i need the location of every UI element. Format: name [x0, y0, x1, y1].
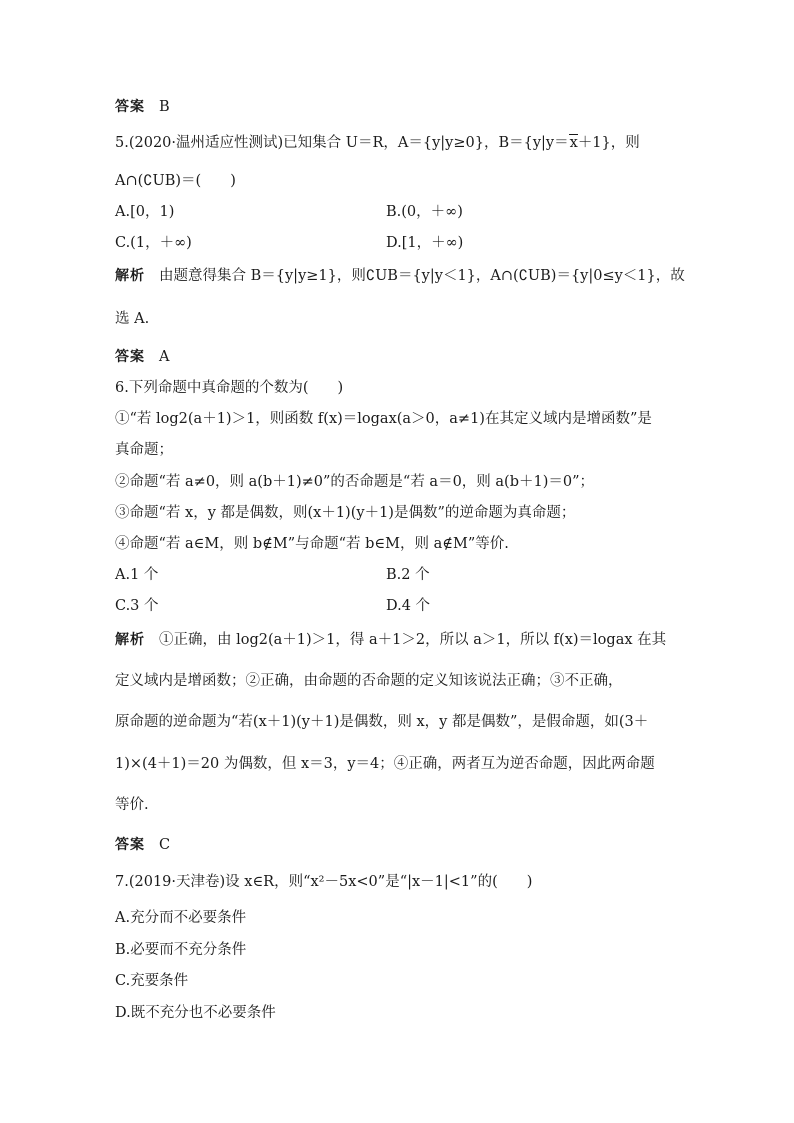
answer-label: 答案: [115, 349, 145, 365]
analysis-label: 解析: [115, 632, 145, 648]
q7-option-a: A.充分而不必要条件: [115, 910, 247, 926]
q6-item1-line1: ①“若 log2(a＋1)＞1，则函数 f(x)＝logax(a＞0，a≠1)在其定义域内是增函数”是: [115, 411, 652, 427]
q6-option-c: C.3 个: [115, 598, 159, 614]
q6-answer: [115, 835, 170, 855]
answer-label: 答案: [115, 837, 145, 853]
q6-analysis-line1: [115, 630, 666, 650]
q6-item4: ④命题“若 a∈M，则 b∉M”与命题“若 b∈M，则 a∉M”等价.: [115, 536, 509, 552]
q6-analysis-line4: 1)×(4＋1)＝20 为偶数，但 x＝3，y＝4；④正确，两者互为逆否命题，因此两命题: [115, 756, 655, 772]
q7-option-b: B.必要而不充分条件: [115, 942, 247, 958]
q6-stem: 6.下列命题中真命题的个数为( ): [115, 380, 344, 396]
answer-value: B: [159, 99, 170, 115]
answer-value: C: [159, 837, 171, 853]
q6-item1-line2: 真命题；: [115, 442, 173, 458]
q5-stem-sqrt: x: [569, 135, 578, 151]
q5-stem-part-a: 5.(2020·温州适应性测试)已知集合 U＝R，A＝{y|y≥0}，B＝{y|y＝: [115, 135, 569, 151]
q5-option-d: D.[1，＋∞): [386, 235, 464, 251]
q6-option-a: A.1 个: [115, 567, 159, 583]
q5-stem-line1: [115, 133, 640, 153]
q6-analysis-line2: 定义域内是增函数；②正确，由命题的否命题的定义知该说法正确；③不正确，: [115, 673, 623, 689]
q5-analysis-text1: 由题意得集合 B＝{y|y≥1}，则∁UB＝{y|y＜1}，A∩(∁UB)＝{y|0≤y＜1}，故: [159, 268, 685, 284]
q5-analysis-line1: [115, 266, 685, 286]
q6-analysis-line5: 等价.: [115, 797, 149, 813]
q7-option-c: C.充要条件: [115, 973, 189, 989]
q7-option-d: D.既不充分也不必要条件: [115, 1005, 276, 1021]
q7-stem: 7.(2019·天津卷)设 x∈R，则“x²－5x<0”是“|x－1|<1”的( ): [115, 874, 533, 890]
q6-option-b: B.2 个: [386, 567, 430, 583]
q5-option-c: C.(1，＋∞): [115, 235, 192, 251]
answer-label: 答案: [115, 99, 145, 115]
q4-answer: [115, 97, 170, 117]
q5-stem-line2: A∩(∁UB)＝( ): [115, 173, 236, 189]
q5-analysis-line2: 选 A.: [115, 311, 150, 327]
q5-option-b: B.(0，＋∞): [386, 204, 463, 220]
answer-value: A: [159, 349, 170, 365]
q5-options-row1: [115, 202, 174, 222]
q6-analysis-text1: ①正确，由 log2(a＋1)＞1，得 a＋1＞2，所以 a＞1，所以 f(x)＝logax 在其: [159, 632, 667, 648]
q6-analysis-line3: 原命题的逆命题为“若(x＋1)(y＋1)是偶数，则 x，y 都是偶数”，是假命题，如(3＋: [115, 714, 649, 730]
q5-stem-part-b: ＋1}，则: [577, 135, 640, 151]
q6-item3: ③命题“若 x，y 都是偶数，则(x＋1)(y＋1)是偶数”的逆命题为真命题；: [115, 505, 576, 521]
q6-item2: ②命题“若 a≠0，则 a(b＋1)≠0”的否命题是“若 a＝0，则 a(b＋1)＝0”；: [115, 474, 595, 490]
q5-option-a: A.[0，1): [115, 204, 175, 220]
analysis-label: 解析: [115, 268, 145, 284]
q5-answer: [115, 347, 169, 367]
q6-option-d: D.4 个: [386, 598, 431, 614]
